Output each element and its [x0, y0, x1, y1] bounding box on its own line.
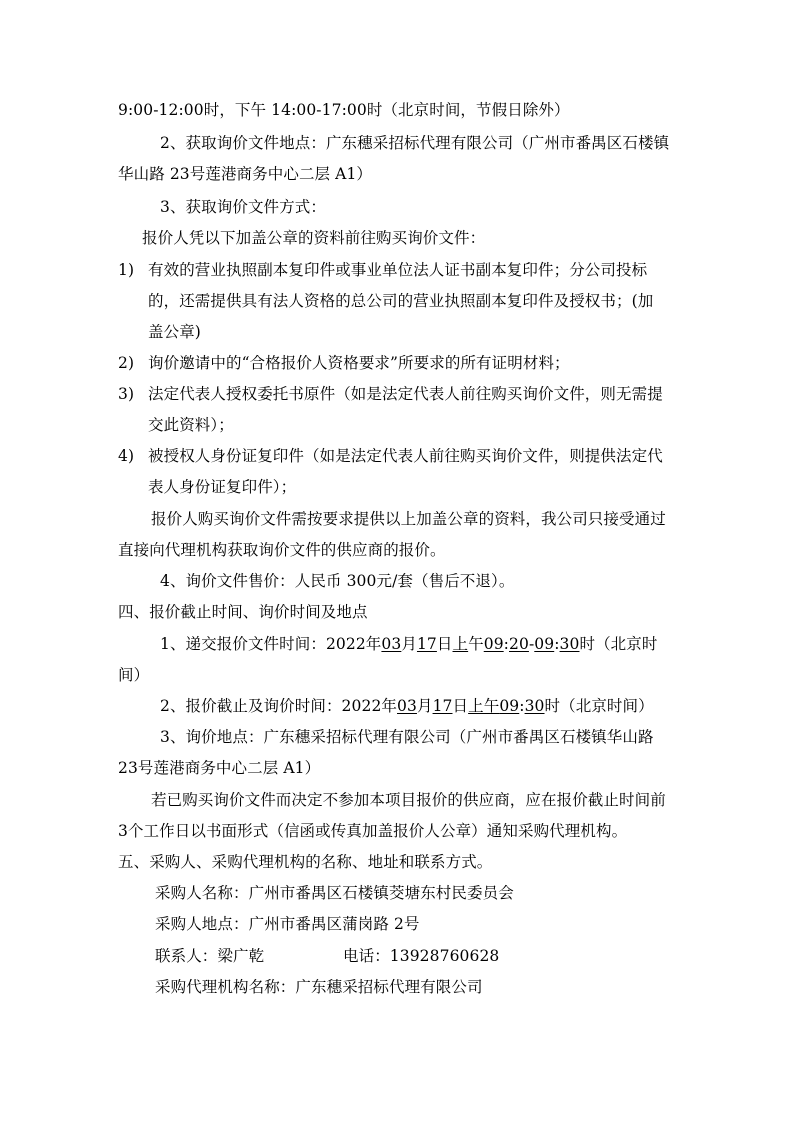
list-item-text: 表人身份证复印件）；: [148, 478, 297, 496]
deadline-time-line: 2、报价截止及询价时间：2022年03月17日上午09:30时（北京时间）: [160, 697, 654, 715]
list-number: 2): [118, 354, 135, 372]
paragraph-text: 直接向代理机构获取询价文件的供应商的报价。: [118, 541, 446, 559]
opening-hours-line: 9:00-12:00时，下午 14:00-17:00时（北京时间，节假日除外）: [118, 101, 570, 119]
paragraph-text: 报价人购买询价文件需按要求提供以上加盖公章的资料，我公司只接受通过: [151, 510, 666, 528]
venue-line-cont: 23号莲港商务中心二层 A1）: [118, 759, 321, 777]
buyer-address: 采购人地点：广州市番禺区蒲岗路 2号: [155, 915, 420, 933]
section-heading: 四、报价截止时间、询价时间及地点: [118, 603, 368, 621]
doc-location-line: 2、获取询价文件地点：广东穗采招标代理有限公司（广州市番禺区石楼镇: [160, 134, 670, 152]
buyer-name: 采购人名称：广州市番禺区石楼镇茭塘东村民委员会: [155, 884, 514, 902]
paragraph-text: 若已购买询价文件而决定不参加本项目报价的供应商，应在报价截止时间前: [151, 791, 666, 809]
agency-name: 采购代理机构名称：广东穗采招标代理有限公司: [155, 978, 483, 996]
list-item-text: 询价邀请中的“合格报价人资格要求”所要求的所有证明材料；: [148, 354, 570, 372]
submission-time-line: 1、递交报价文件时间：2022年03月17日上午09:20-09:30时（北京时: [160, 635, 658, 653]
section-heading: 五、采购人、采购代理机构的名称、地址和联系方式。: [118, 853, 493, 871]
list-number: 1): [118, 261, 135, 279]
submission-time-line-cont: 间）: [118, 666, 150, 684]
requirements-intro: 报价人凭以下加盖公章的资料前往购买询价文件：: [142, 229, 486, 247]
contact-phone: 电话：13928760628: [343, 947, 500, 965]
list-number: 3): [118, 385, 135, 403]
doc-location-line-cont: 华山路 23号莲港商务中心二层 A1）: [118, 165, 373, 183]
paragraph-text: 3个工作日以书面形式（信函或传真加盖报价人公章）通知采购代理机构。: [118, 822, 628, 840]
list-item-text: 盖公章): [148, 323, 201, 341]
contact-person: 联系人：梁广乾: [155, 947, 265, 965]
list-number: 4): [118, 447, 135, 465]
list-item-text: 被授权人身份证复印件（如是法定代表人前往购买询价文件，则提供法定代: [148, 447, 663, 465]
list-item-text: 有效的营业执照副本复印件或事业单位法人证书副本复印件；分公司投标: [148, 261, 648, 279]
doc-method-heading: 3、获取询价文件方式：: [160, 198, 326, 216]
list-item-text: 交此资料）；: [148, 416, 234, 434]
venue-line: 3、询价地点：广东穗采招标代理有限公司（广州市番禺区石楼镇华山路: [160, 728, 654, 746]
doc-price-line: 4、询价文件售价：人民币 300元/套（售后不退）。: [160, 572, 515, 590]
list-item-text: 的，还需提供具有法人资格的总公司的营业执照副本复印件及授权书；(加: [148, 292, 654, 310]
list-item-text: 法定代表人授权委托书原件（如是法定代表人前往购买询价文件，则无需提: [148, 385, 663, 403]
